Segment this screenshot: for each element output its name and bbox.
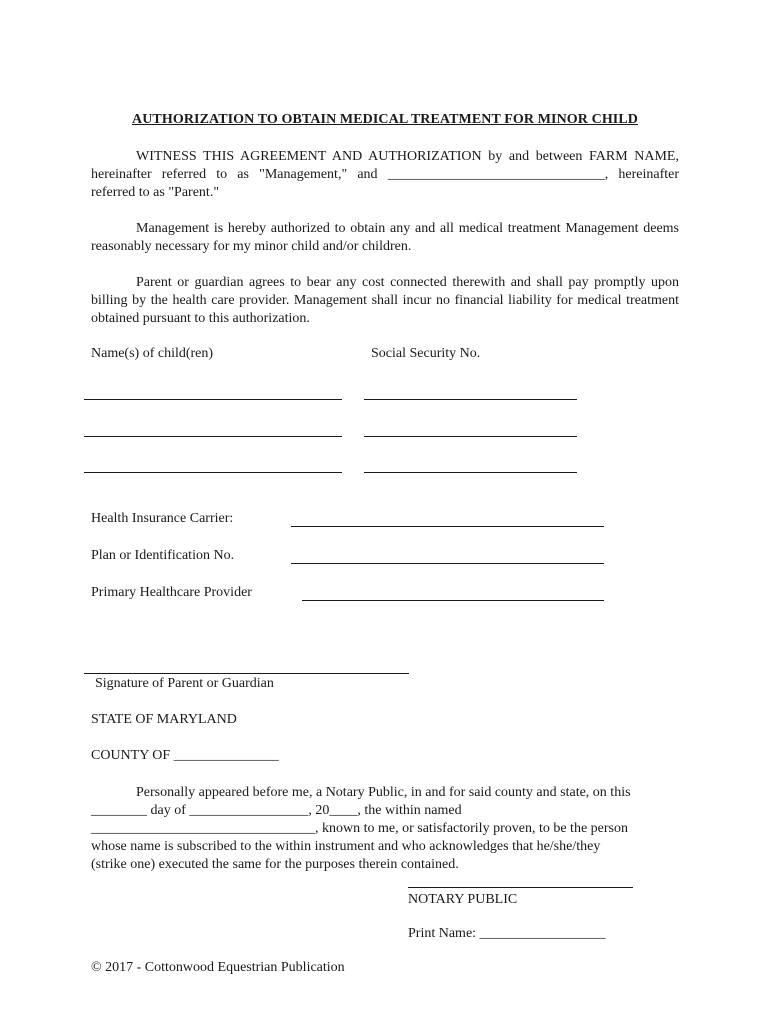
healthcare-provider-line[interactable] bbox=[302, 600, 604, 601]
insurance-carrier-line[interactable] bbox=[291, 526, 604, 527]
child-name-line-3[interactable] bbox=[84, 472, 342, 473]
healthcare-provider-label: Primary Healthcare Provider bbox=[91, 585, 252, 600]
notary-print-name: Print Name: __________________ bbox=[408, 926, 606, 941]
document-title: AUTHORIZATION TO OBTAIN MEDICAL TREATMENT FOR MINOR CHILD bbox=[131, 112, 638, 127]
children-name-label: Name(s) of child(ren) bbox=[91, 346, 214, 361]
child-ssn-line-3[interactable] bbox=[364, 472, 577, 473]
child-ssn-line-2[interactable] bbox=[364, 436, 577, 437]
child-ssn-line-1[interactable] bbox=[364, 399, 577, 400]
notary-paragraph-line-3: ________________________________, known to me, or satisfactorily proven, to be the person bbox=[91, 821, 628, 836]
notary-paragraph-line-5: (strike one) executed the same for the purposes therein contained. bbox=[91, 857, 459, 872]
signature-label: Signature of Parent or Guardian bbox=[95, 676, 274, 691]
state-label: STATE OF MARYLAND bbox=[91, 712, 237, 727]
notary-paragraph-line-1: Personally appeared before me, a Notary Public, in and for said county and state, on this bbox=[136, 785, 631, 800]
insurance-carrier-label: Health Insurance Carrier: bbox=[91, 511, 234, 526]
notary-public-label: NOTARY PUBLIC bbox=[408, 892, 518, 907]
ssn-label: Social Security No. bbox=[371, 346, 481, 361]
plan-id-line[interactable] bbox=[291, 563, 604, 564]
plan-id-label: Plan or Identification No. bbox=[91, 548, 235, 563]
notary-paragraph-line-2: ________ day of _________________, 20____, the within named bbox=[91, 803, 462, 818]
witness-paragraph: WITNESS THIS AGREEMENT AND AUTHORIZATION by and between FARM NAME, hereinafter referred to as "Management," and _______________________________, hereinafter referred to as "Parent." bbox=[91, 149, 679, 200]
child-name-line-1[interactable] bbox=[84, 399, 342, 400]
child-name-line-2[interactable] bbox=[84, 436, 342, 437]
signature-line[interactable] bbox=[84, 673, 409, 674]
county-label: COUNTY OF _______________ bbox=[91, 748, 279, 763]
copyright-footer: © 2017 - Cottonwood Equestrian Publication bbox=[91, 960, 345, 975]
notary-signature-line[interactable] bbox=[408, 887, 633, 888]
notary-paragraph-line-4: whose name is subscribed to the within instrument and who acknowledges that he/she/they bbox=[91, 839, 601, 854]
authorization-paragraph: Management is hereby authorized to obtain any and all medical treatment Management deems reasonably necessary for my minor child and/or children. bbox=[91, 221, 679, 254]
cost-paragraph: Parent or guardian agrees to bear any cost connected therewith and shall pay promptly upon billing by the health care provider. Management shall incur no financial liability for medical treatment obtained pursuant to this authorization. bbox=[91, 275, 679, 326]
